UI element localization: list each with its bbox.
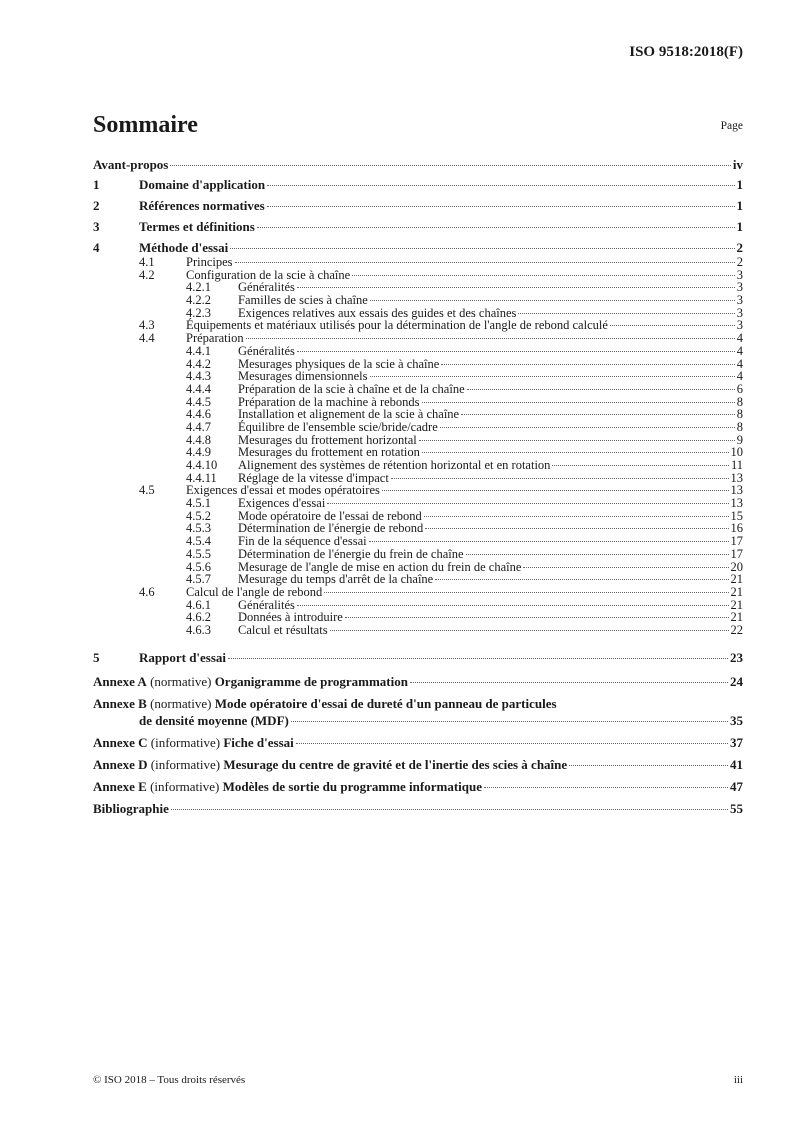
toc-entry-4-5-7[interactable]: 4.5.7 Mesurage du temps d'arrêt de la chaîne 21: [186, 572, 743, 587]
dot-leader: [352, 275, 735, 276]
toc-entry-section-3[interactable]: 3 Termes et définitions 1: [93, 219, 743, 234]
dot-leader: [440, 427, 735, 428]
toc-entry-4-2-3[interactable]: 4.2.3 Exigences relatives aux essais des guides et des chaînes 3: [186, 305, 743, 320]
dot-leader: [297, 605, 729, 606]
toc-entry-4-6-2[interactable]: 4.6.2 Données à introduire 21: [186, 610, 743, 625]
dot-leader: [461, 414, 735, 415]
dot-leader: [296, 743, 728, 744]
toc-entry-4-5-6[interactable]: 4.5.6 Mesurage de l'angle de mise en action du frein de chaîne 20: [186, 559, 743, 574]
toc-entry-4-6-1[interactable]: 4.6.1 Généralités 21: [186, 597, 743, 612]
dot-leader: [424, 516, 729, 517]
toc-entry-4-4-6[interactable]: 4.4.6 Installation et alignement de la scie à chaîne 8: [186, 407, 743, 422]
dot-leader: [422, 402, 735, 403]
toc-entry-annex-c[interactable]: Annexe C (informative) Fiche d'essai 37: [93, 734, 743, 750]
dot-leader: [257, 227, 735, 228]
toc-entry-annex-a[interactable]: Annexe A (normative) Organigramme de programmation 24: [93, 673, 743, 689]
toc-entry-foreword[interactable]: Avant-propos iv: [93, 157, 743, 172]
dot-leader: [425, 528, 728, 529]
dot-leader: [369, 541, 729, 542]
dot-leader: [467, 389, 735, 390]
dot-leader: [552, 465, 729, 466]
dot-leader: [435, 579, 728, 580]
toc-entry-4-5-1[interactable]: 4.5.1 Exigences d'essai 13: [186, 496, 743, 511]
toc-entry-4-4-5[interactable]: 4.4.5 Préparation de la machine à rebonds 8: [186, 394, 743, 409]
toc-entry-4-4-4[interactable]: 4.4.4 Préparation de la scie à chaîne et de la chaîne 6: [186, 381, 743, 396]
dot-leader: [297, 351, 735, 352]
dot-leader: [410, 682, 728, 683]
document-id: ISO 9518:2018(F): [629, 44, 743, 60]
toc-entry-4-5-4[interactable]: 4.5.4 Fin de la séquence d'essai 17: [186, 534, 743, 549]
dot-leader: [370, 376, 735, 377]
dot-leader: [330, 630, 729, 631]
toc-entry-section-2[interactable]: 2 Références normatives 1: [93, 198, 743, 213]
dot-leader: [419, 440, 735, 441]
toc-entry-4-1[interactable]: 4.1 Principes 2: [139, 255, 743, 269]
toc-entry-4-5-2[interactable]: 4.5.2 Mode opératoire de l'essai de rebond 15: [186, 508, 743, 523]
dot-leader: [569, 765, 728, 766]
toc-entry-section-5[interactable]: 5 Rapport d'essai 23: [93, 649, 743, 665]
toc-entry-4-5-5[interactable]: 4.5.5 Détermination de l'énergie du frein de chaîne 17: [186, 546, 743, 561]
toc-entry-section-4[interactable]: 4 Méthode d'essai 2: [93, 240, 743, 255]
dot-leader: [324, 592, 728, 593]
toc-entry-4-4-3[interactable]: 4.4.3 Mesurages dimensionnels 4: [186, 369, 743, 384]
dot-leader: [370, 300, 735, 301]
dot-leader: [228, 658, 728, 659]
dot-leader: [518, 313, 734, 314]
dot-leader: [610, 325, 735, 326]
toc-entry-4-5[interactable]: 4.5 Exigences d'essai et modes opératoires 13: [139, 483, 743, 498]
dot-leader: [466, 554, 729, 555]
toc-entry-4-4[interactable]: 4.4 Préparation 4: [139, 331, 743, 346]
toc-entry-4-2[interactable]: 4.2 Configuration de la scie à chaîne 3: [139, 267, 743, 282]
dot-leader: [484, 787, 728, 788]
table-of-contents: [93, 156, 743, 817]
toc-entry-4-4-9[interactable]: 4.4.9 Mesurages du frottement en rotation 10: [186, 445, 743, 460]
toc-entry-4-3[interactable]: 4.3 Équipements et matériaux utilisés pour la détermination de l'angle de rebond calculé 3: [139, 318, 743, 333]
toc-entry-bibliography[interactable]: Bibliographie 55: [93, 800, 743, 816]
dot-leader: [327, 503, 728, 504]
toc-entry-4-4-10[interactable]: 4.4.10 Alignement des systèmes de rétention horizontal et en rotation 11: [186, 458, 743, 472]
dot-leader: [230, 248, 734, 249]
dot-leader: [441, 364, 734, 365]
toc-entry-4-4-7[interactable]: 4.4.7 Équilibre de l'ensemble scie/bride/cadre 8: [186, 419, 743, 434]
dot-leader: [382, 490, 729, 491]
toc-entry-section-1[interactable]: 1 Domaine d'application 1: [93, 177, 743, 192]
dot-leader: [391, 478, 729, 479]
toc-entry-annex-b[interactable]: Annexe B (normative) Mode opératoire d'essai de dureté d'un panneau de particules de densité moyenne (MDF) 35: [93, 695, 743, 728]
footer-page-number: iii: [733, 1074, 743, 1086]
toc-entry-4-2-1[interactable]: 4.2.1 Généralités 3: [186, 280, 743, 295]
dot-leader: [345, 617, 729, 618]
toc-entry-4-6[interactable]: 4.6 Calcul de l'angle de rebond 21: [139, 584, 743, 599]
dot-leader: [291, 721, 728, 722]
toc-entry-annex-d[interactable]: Annexe D (informative) Mesurage du centre de gravité et de l'inertie des scies à chaîne 41: [93, 756, 743, 772]
toc-entry-4-6-3[interactable]: 4.6.3 Calcul et résultats 22: [186, 622, 743, 637]
dot-leader: [422, 452, 729, 453]
toc-entry-4-4-8[interactable]: 4.4.8 Mesurages du frottement horizontal 9: [186, 432, 743, 447]
toc-entry-annex-e[interactable]: Annexe E (informative) Modèles de sortie du programme informatique 47: [93, 778, 743, 794]
dot-leader: [267, 185, 734, 186]
footer-copyright: © ISO 2018 – Tous droits réservés: [93, 1074, 246, 1086]
toc-entry-4-4-2[interactable]: 4.4.2 Mesurages physiques de la scie à chaîne 4: [186, 356, 743, 371]
dot-leader: [267, 206, 735, 207]
toc-entry-4-5-3[interactable]: 4.5.3 Détermination de l'énergie de rebond 16: [186, 521, 743, 536]
toc-entry-4-2-2[interactable]: 4.2.2 Familles de scies à chaîne 3: [186, 293, 743, 308]
toc-entry-4-4-1[interactable]: 4.4.1 Généralités 4: [186, 343, 743, 358]
dot-leader: [523, 567, 728, 568]
toc-subsections: [93, 256, 743, 637]
dot-leader: [235, 262, 735, 263]
dot-leader: [171, 809, 728, 810]
dot-leader: [170, 165, 731, 166]
dot-leader: [246, 338, 735, 339]
page-column-label: Page: [720, 120, 743, 132]
page-title: Sommaire: [93, 112, 198, 138]
toc-entry-4-4-11[interactable]: 4.4.11 Réglage de la vitesse d'impact 13: [186, 470, 743, 485]
dot-leader: [297, 287, 735, 288]
